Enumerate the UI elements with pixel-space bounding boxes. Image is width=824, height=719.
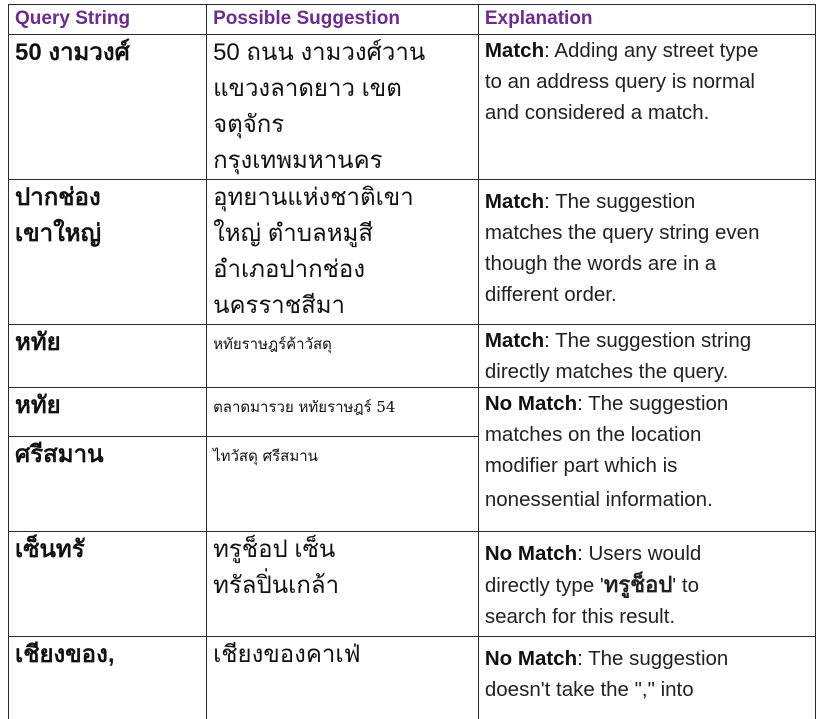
table-row bbox=[9, 325, 816, 388]
table-row bbox=[9, 180, 816, 325]
explanation-text: different order. bbox=[485, 279, 809, 310]
explanation-text: though the words are in a bbox=[485, 248, 809, 279]
suggestion-line: จตุจักร bbox=[213, 107, 472, 143]
explanation-cell bbox=[478, 637, 815, 719]
query-cell: 50 งามวงศ์ bbox=[9, 35, 207, 180]
explanation-text: : Users would bbox=[577, 542, 701, 565]
query-cell: เซ็นทรั bbox=[9, 532, 207, 637]
query-line: เขาใหญ่ bbox=[15, 216, 200, 252]
explanation-text: matches the query string even bbox=[485, 217, 809, 248]
suggestion-cell bbox=[207, 35, 479, 180]
query-line: ปากช่อง bbox=[15, 180, 200, 216]
suggestion-examples-table bbox=[8, 4, 816, 719]
explanation-text: directly matches the query. bbox=[485, 356, 809, 387]
suggestion-line: อุทยานแห่งชาติเขา bbox=[213, 180, 472, 216]
query-cell: เชียงของ, bbox=[9, 637, 207, 719]
suggestion-cell: ไทวัสดุ ศรีสมาน bbox=[207, 437, 479, 532]
explanation-cell bbox=[478, 180, 815, 325]
explanation-cell bbox=[478, 35, 815, 180]
query-cell: หทัย bbox=[9, 388, 207, 437]
query-cell bbox=[9, 180, 207, 325]
suggestion-line: แขวงลาดยาว เขต bbox=[213, 71, 472, 107]
suggestion-line: ทรูช็อป เซ็น bbox=[213, 532, 472, 568]
verdict-label: No Match bbox=[485, 542, 577, 565]
suggestion-line: กรุงเทพมหานคร bbox=[213, 143, 472, 179]
header-explanation: Explanation bbox=[478, 5, 815, 35]
query-cell: ศรีสมาน bbox=[9, 437, 207, 532]
explanation-text: : The suggestion string bbox=[544, 329, 751, 352]
query-cell: หทัย bbox=[9, 325, 207, 388]
table-row bbox=[9, 637, 816, 719]
explanation-cell bbox=[478, 532, 815, 637]
explanation-text: modifier part which is bbox=[485, 450, 809, 481]
explanation-text: : Adding any street type bbox=[544, 39, 758, 62]
explanation-text: : The suggestion bbox=[544, 190, 695, 213]
verdict-label: Match bbox=[485, 329, 544, 352]
explanation-text: directly type ' bbox=[485, 574, 604, 597]
explanation-text: : The suggestion bbox=[577, 647, 728, 670]
explanation-cell bbox=[478, 388, 815, 532]
explanation-text: search for this result. bbox=[485, 601, 809, 632]
verdict-label: No Match bbox=[485, 647, 577, 670]
suggestion-line: 50 ถนน งามวงศ์วาน bbox=[213, 35, 472, 71]
explanation-thai-term: ทรูช็อป bbox=[604, 572, 672, 597]
header-possible-suggestion: Possible Suggestion bbox=[207, 5, 479, 35]
suggestion-cell bbox=[207, 532, 479, 637]
suggestion-line: ใหญ่ ตำบลหมูสี bbox=[213, 216, 472, 252]
explanation-cell bbox=[478, 325, 815, 388]
table-row bbox=[9, 35, 816, 180]
suggestion-line: นครราชสีมา bbox=[213, 288, 472, 324]
explanation-text: matches on the location bbox=[485, 419, 809, 450]
verdict-label: No Match bbox=[485, 392, 577, 415]
header-query-string: Query String bbox=[9, 5, 207, 35]
suggestion-cell: ตลาดมารวย หทัยราษฎร์ 54 bbox=[207, 388, 479, 437]
verdict-label: Match bbox=[485, 39, 544, 62]
suggestion-cell bbox=[207, 180, 479, 325]
explanation-text: : The suggestion bbox=[577, 392, 728, 415]
suggestion-cell: หทัยราษฎร์ค้าวัสดุ bbox=[207, 325, 479, 388]
explanation-text: and considered a match. bbox=[485, 97, 809, 128]
explanation-text: ' to bbox=[672, 574, 699, 597]
header-row bbox=[9, 5, 816, 35]
suggestion-line: อำเภอปากช่อง bbox=[213, 252, 472, 288]
suggestion-cell: เชียงของคาเฟ่ bbox=[207, 637, 479, 719]
explanation-text: nonessential information. bbox=[485, 484, 809, 515]
explanation-text: to an address query is normal bbox=[485, 66, 809, 97]
table-row bbox=[9, 532, 816, 637]
suggestion-line: ทรัลปิ่นเกล้า bbox=[213, 568, 472, 604]
table-row bbox=[9, 388, 816, 437]
verdict-label: Match bbox=[485, 190, 544, 213]
explanation-text: doesn't take the "," into bbox=[485, 674, 809, 705]
